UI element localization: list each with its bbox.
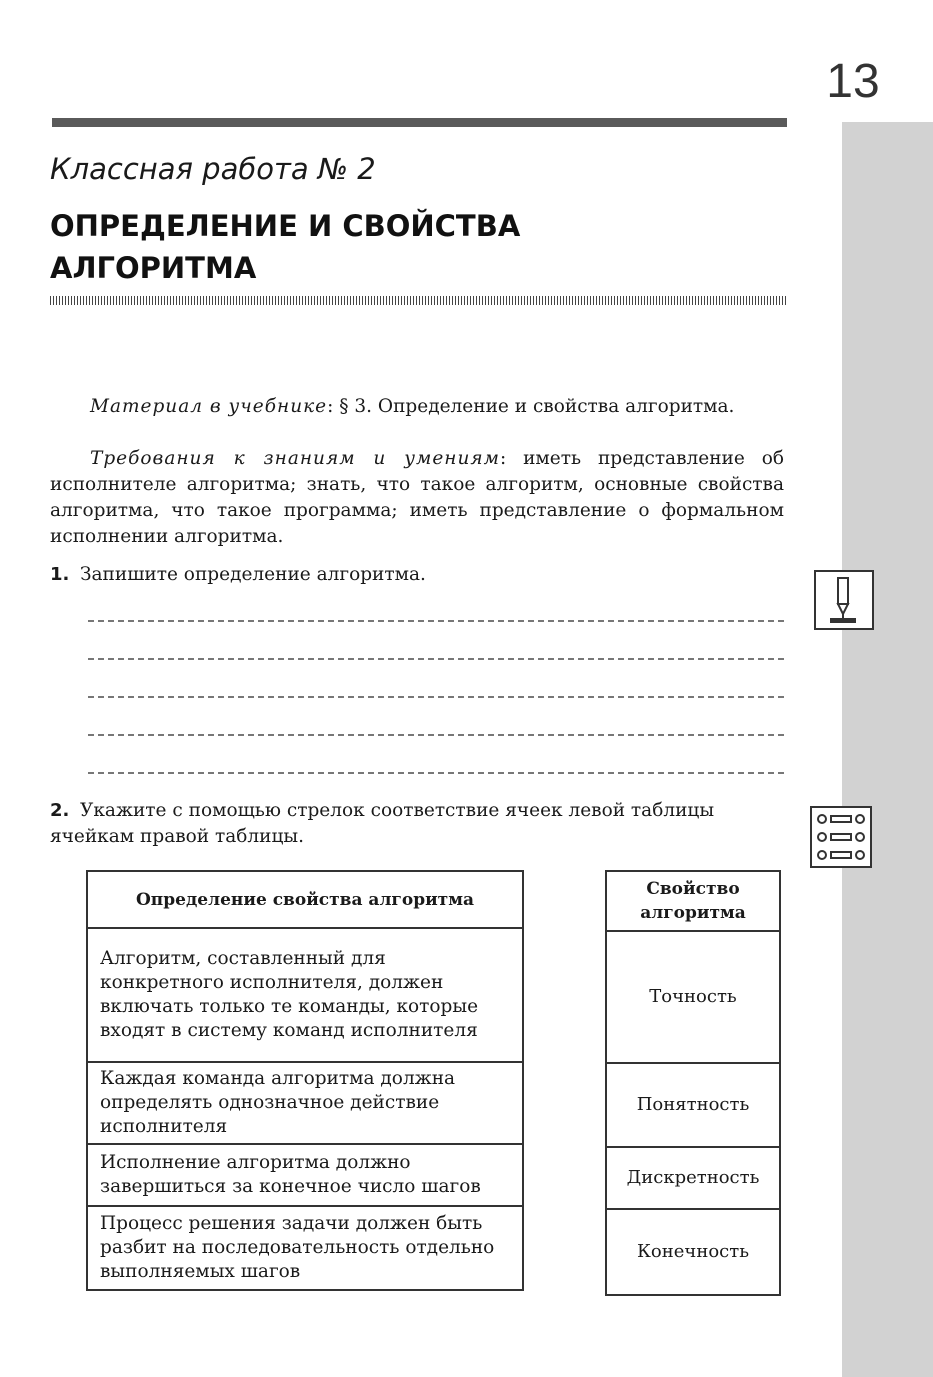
property-cell-2[interactable]: Понятность xyxy=(606,1063,780,1147)
top-rule xyxy=(52,118,787,127)
requirements-paragraph xyxy=(50,446,784,550)
property-cell-4[interactable]: Конечность xyxy=(606,1209,780,1295)
answer-line-5[interactable] xyxy=(88,772,784,774)
page-number: 13 xyxy=(826,55,880,108)
properties-table xyxy=(605,870,781,1296)
answer-line-3[interactable] xyxy=(88,696,784,698)
answer-line-4[interactable] xyxy=(88,734,784,736)
task-2 xyxy=(50,798,784,850)
definitions-table xyxy=(86,870,524,1291)
material-label: Материал в учебнике xyxy=(90,396,328,417)
definitions-table-header: Определение свойства алгоритма xyxy=(87,871,523,928)
worksheet-subtitle: Классная работа № 2 xyxy=(50,152,376,186)
task-1 xyxy=(50,562,784,588)
requirements-text: : иметь представление об исполнителе алгоритма; знать, что такое алгоритм, основные свойства алгоритма, что такое программа; иметь представление о формальном исполнении алгоритма. xyxy=(50,448,784,547)
properties-table-header: Свойство алгоритма xyxy=(606,871,780,931)
hatch-rule xyxy=(50,296,786,305)
task-2-text: Укажите с помощью стрелок соответствие ячеек левой таблицы ячейкам правой таблицы. xyxy=(50,800,715,847)
task-2-number: 2. xyxy=(50,800,70,821)
requirements-label: Требования к знаниям и умениям xyxy=(90,448,500,469)
definition-cell-2[interactable]: Каждая команда алгоритма должна определять однозначное действие исполнителя xyxy=(87,1062,523,1144)
definition-cell-1[interactable]: Алгоритм, составленный для конкретного исполнителя, должен включать только те команды, которые входят в систему команд исполнителя xyxy=(87,928,523,1062)
definition-cell-3[interactable]: Исполнение алгоритма должно завершиться за конечное число шагов xyxy=(87,1144,523,1206)
answer-line-1[interactable] xyxy=(88,620,784,622)
title-line-2: АЛГОРИТМА xyxy=(50,251,257,285)
task-1-text: Запишите определение алгоритма. xyxy=(80,564,426,585)
material-text: : § 3. Определение и свойства алгоритма. xyxy=(327,396,735,417)
material-paragraph xyxy=(50,394,784,420)
task-1-number: 1. xyxy=(50,564,70,585)
page-title xyxy=(50,205,790,289)
side-strip xyxy=(842,122,933,1377)
answer-line-2[interactable] xyxy=(88,658,784,660)
pen-icon xyxy=(814,570,874,630)
definition-cell-4[interactable]: Процесс решения задачи должен быть разбит на последовательность отдельно выполняемых шагов xyxy=(87,1206,523,1290)
property-cell-3[interactable]: Дискретность xyxy=(606,1147,780,1209)
title-line-1: ОПРЕДЕЛЕНИЕ И СВОЙСТВА xyxy=(50,209,521,243)
property-cell-1[interactable]: Точность xyxy=(606,931,780,1063)
matching-icon xyxy=(810,806,872,868)
